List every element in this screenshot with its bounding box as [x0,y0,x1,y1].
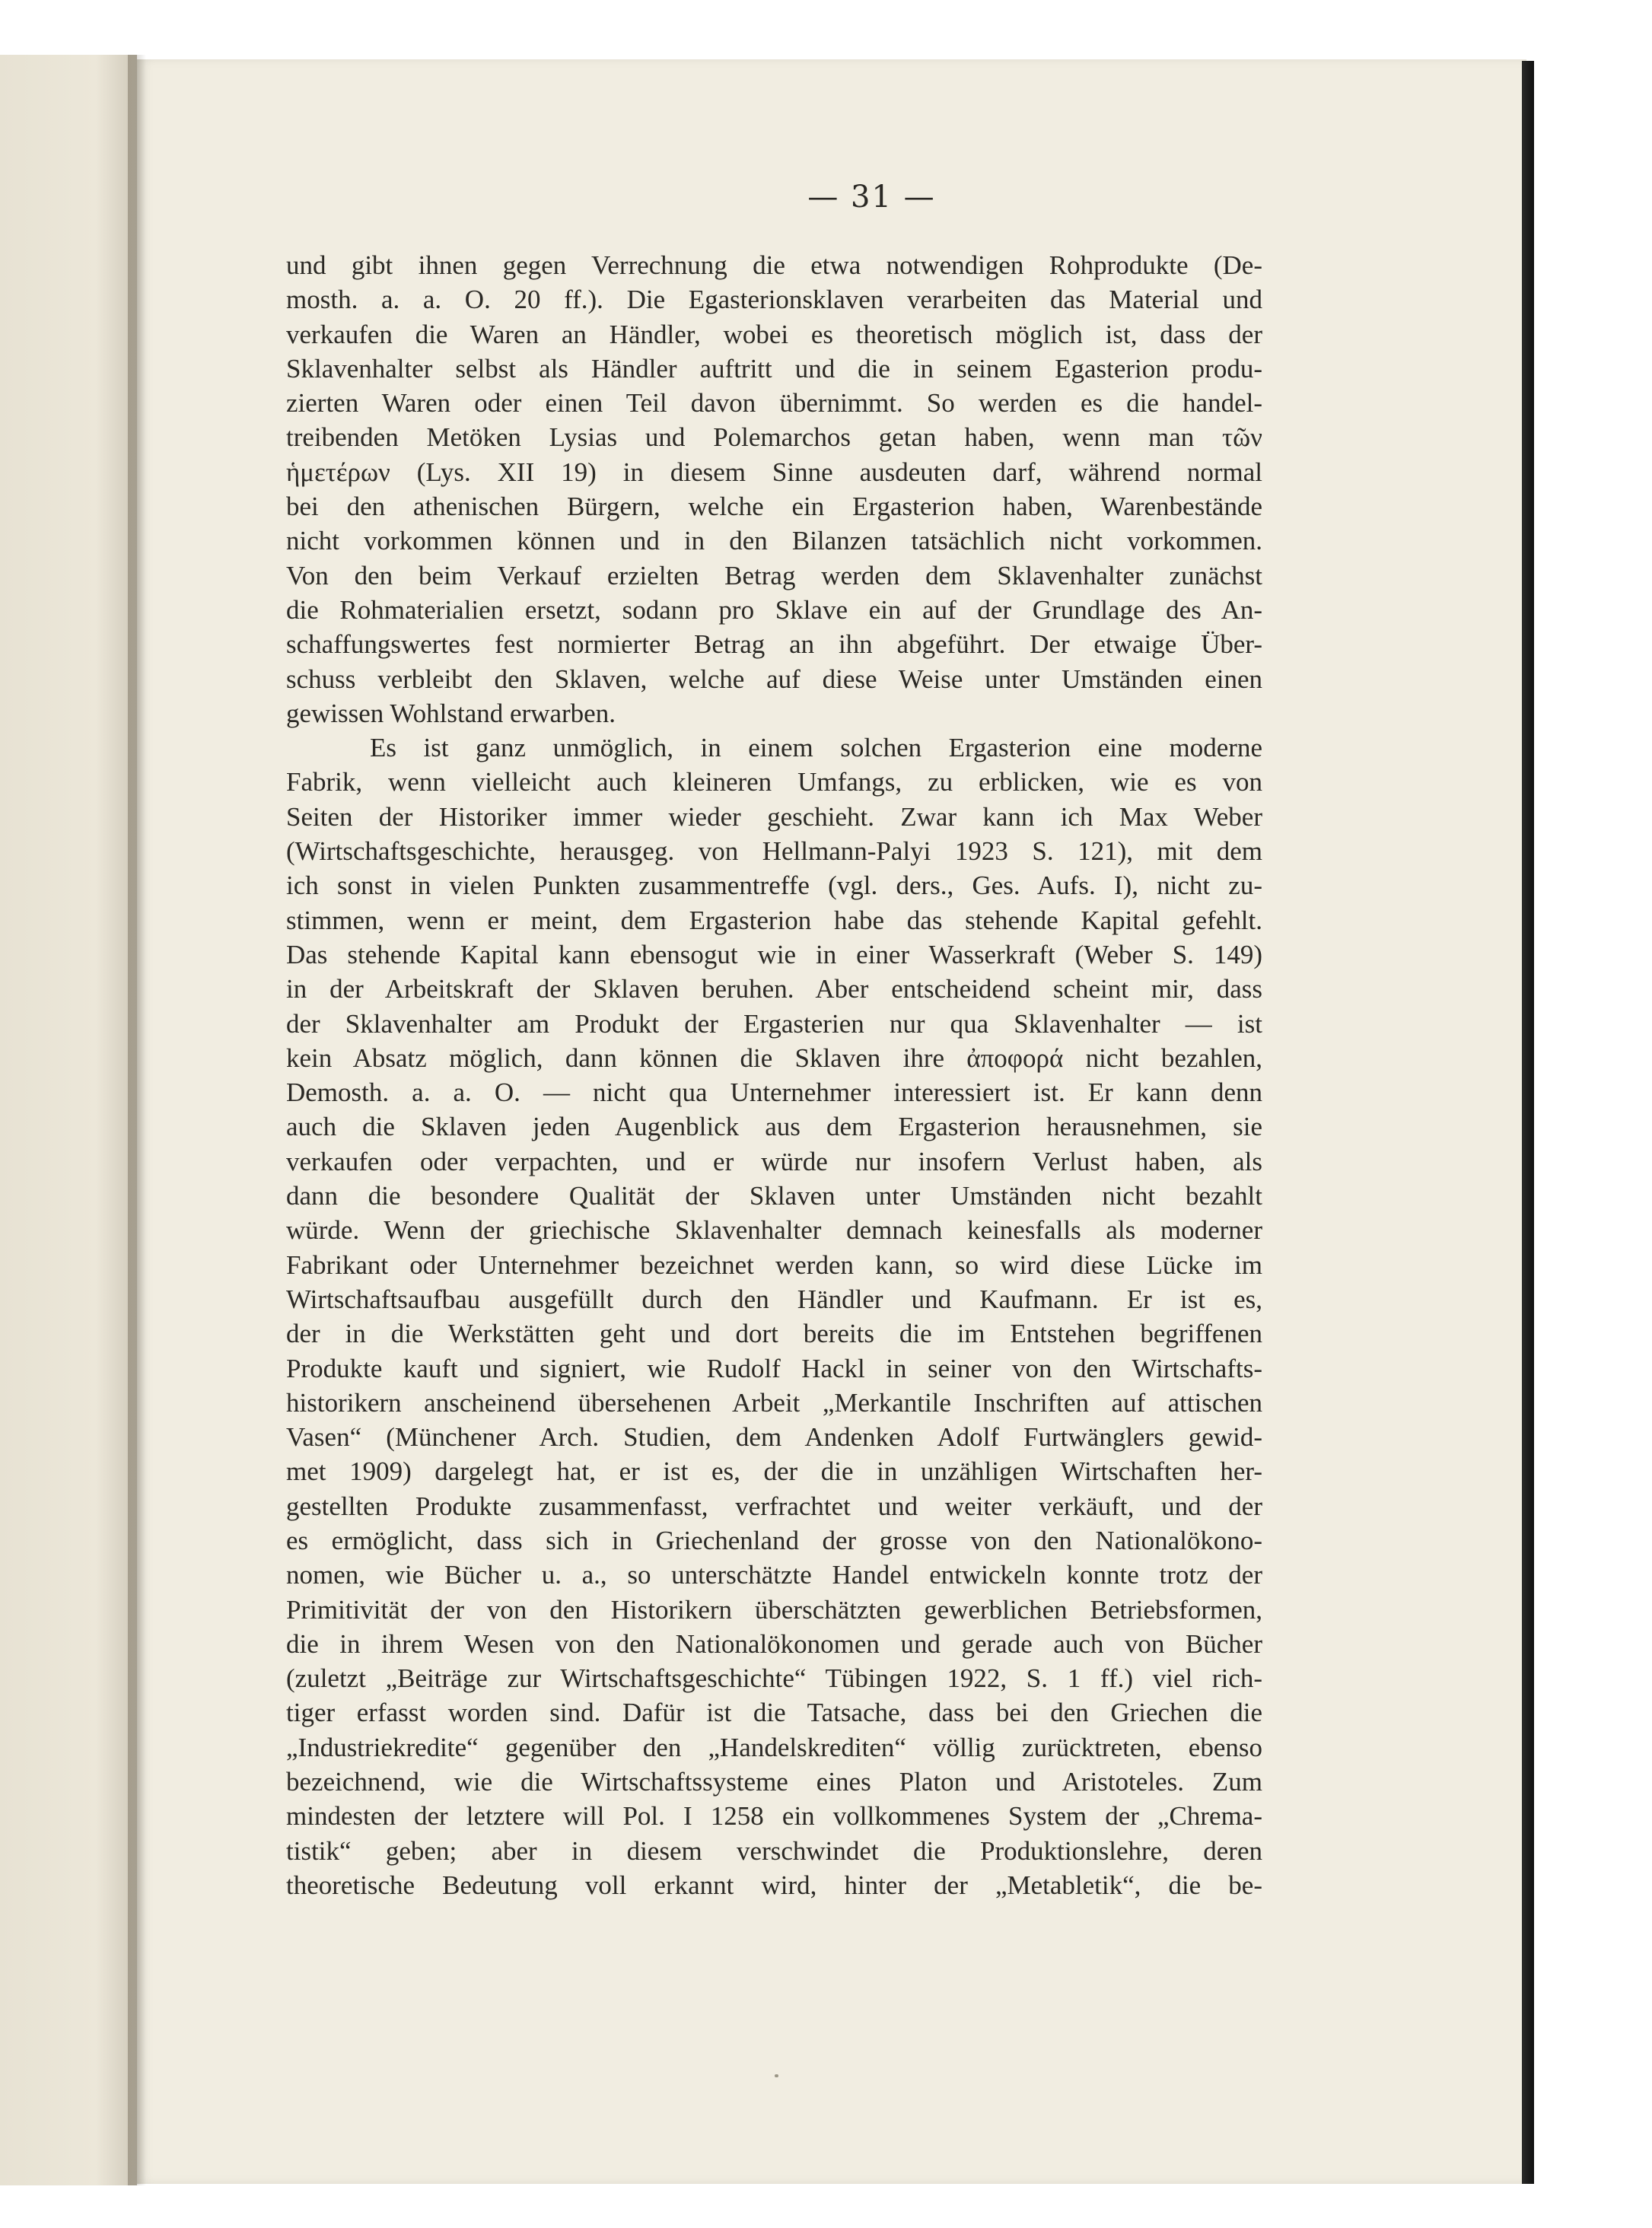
text-line: der Sklavenhalter am Produkt der Ergasterien nur qua Sklavenhalter — ist [286,1008,1262,1039]
paper-speck [775,2074,778,2077]
text-line: Fabrik, wenn vielleicht auch kleineren Umfangs, zu erblicken, wie es von [286,767,1262,797]
page-number [0,180,1652,215]
text-line: auch die Sklaven jeden Augenblick aus dem Ergasterion herausnehmen, sie [286,1112,1262,1142]
text-line: die in ihrem Wesen von den Nationalökonomen und gerade auch von Bücher [286,1628,1262,1659]
text-line: bezeichnend, wie die Wirtschaftssysteme eines Platon und Aristoteles. Zum [286,1767,1262,1797]
text-line: Das stehende Kapital kann ebensogut wie in einer Wasserkraft (Weber S. 149) [286,939,1262,969]
text-line: würde. Wenn der griechische Sklavenhalter demnach keinesfalls als moderner [286,1215,1262,1246]
previous-page-edge [0,55,137,2185]
paragraph-2 [286,730,1262,1902]
text-line: gestellten Produkte zusammenfasst, verfrachtet und weiter verkäuft, und der [286,1491,1262,1521]
text-line: in der Arbeitskraft der Sklaven beruhen. Aber entscheidend scheint mir, dass [286,974,1262,1004]
text-line: tistik“ geben; aber in diesem verschwindet die Produktionslehre, deren [286,1835,1262,1866]
text-line: Von den beim Verkauf erzielten Betrag werden dem Sklavenhalter zunächst [286,560,1262,590]
text-line: kein Absatz möglich, dann können die Sklaven ihre ἀποφορά nicht bezahlen, [286,1042,1262,1073]
text-line: Wirtschaftsaufbau ausgefüllt durch den Händler und Kaufmann. Er ist es, [286,1284,1262,1314]
text-line: mindesten der letztere will Pol. I 1258 ein vollkommenes System der „Chrema- [286,1801,1262,1832]
text-line: Produkte kauft und signiert, wie Rudolf Hackl in seiner von den Wirtschafts- [286,1353,1262,1383]
text-line: Seiten der Historiker immer wieder geschieht. Zwar kann ich Max Weber [286,801,1262,832]
text-line: nicht vorkommen können und in den Bilanzen tatsächlich nicht vorkommen. [286,526,1262,556]
text-line: Demosth. a. a. O. — nicht qua Unternehmer interessiert ist. Er kann denn [286,1077,1262,1108]
text-line: Vasen“ (Münchener Arch. Studien, dem Andenken Adolf Furtwänglers gewid- [286,1422,1262,1453]
text-line: tiger erfasst worden sind. Dafür ist die Tatsache, dass bei den Griechen die [286,1698,1262,1728]
text-line: mosth. a. a. O. 20 ff.). Die Egasterionsklaven verarbeiten das Material und [286,285,1262,315]
text-line: bei den athenischen Bürgern, welche ein Ergasterion haben, Warenbestände [286,492,1262,522]
page-right-edge [1522,61,1534,2184]
text-line: gewissen Wohlstand erwarben. [286,698,616,728]
text-line: stimmen, wenn er meint, dem Ergasterion habe das stehende Kapital gefehlt. [286,905,1262,935]
text-line: historikern anscheinend übersehenen Arbeit „Merkantile Inschriften auf attischen [286,1387,1262,1418]
text-line: ich sonst in vielen Punkten zusammentreffe (vgl. ders., Ges. Aufs. I), nicht zu- [286,871,1262,901]
text-line: und gibt ihnen gegen Verrechnung die etwa notwendigen Rohprodukte (De- [286,250,1262,280]
spine-shadow [128,55,146,2185]
text-line: Fabrikant oder Unternehmer bezeichnet werden kann, so wird diese Lücke im [286,1249,1262,1280]
text-line: „Industriekredite“ gegenüber den „Handelskrediten“ völlig zurücktreten, ebenso [286,1732,1262,1762]
text-line: zierten Waren oder einen Teil davon übernimmt. So werden es die handel- [286,388,1262,419]
text-line: (Wirtschaftsgeschichte, herausgeg. von Hellmann-Palyi 1923 S. 121), mit dem [286,836,1262,867]
paragraph-1 [286,248,1262,730]
text-line: met 1909) dargelegt hat, er ist es, der die in unzähligen Wirtschaften her- [286,1456,1262,1487]
text-line: der in die Werkstätten geht und dort bereits die im Entstehen begriffenen [286,1319,1262,1349]
text-line: Primitivität der von den Historikern überschätzten gewerblichen Betriebsformen, [286,1594,1262,1625]
text-line: Es ist ganz unmöglich, in einem solchen Ergasterion eine moderne [370,733,1262,763]
text-line: verkaufen die Waren an Händler, wobei es theoretisch möglich ist, dass der [286,319,1262,349]
text-line: schuss verbleibt den Sklaven, welche auf diese Weise unter Umständen einen [286,664,1262,694]
page-number-text: — 31 — [807,180,936,215]
text-line: dann die besondere Qualität der Sklaven unter Umständen nicht bezahlt [286,1181,1262,1211]
text-line: verkaufen oder verpachten, und er würde nur insofern Verlust haben, als [286,1146,1262,1176]
text-line: Sklavenhalter selbst als Händler auftritt und die in seinem Egasterion produ- [286,353,1262,384]
text-line: theoretische Bedeutung voll erkannt wird, hinter der „Metabletik“, die be- [286,1870,1262,1900]
body-text [286,248,1262,1902]
text-line: nomen, wie Bücher u. a., so unterschätzte Handel entwickeln konnte trotz der [286,1560,1262,1590]
text-line: treibenden Metöken Lysias und Polemarchos getan haben, wenn man τῶν [286,422,1262,453]
text-line: ἡμετέρων (Lys. XII 19) in diesem Sinne ausdeuten darf, während normal [286,457,1262,487]
text-line: es ermöglicht, dass sich in Griechenland der grosse von den Nationalökono- [286,1525,1262,1555]
text-line: die Rohmaterialien ersetzt, sodann pro Sklave ein auf der Grundlage des An- [286,594,1262,625]
text-line: schaffungswertes fest normierter Betrag an ihn abgeführt. Der etwaige Über- [286,629,1262,660]
text-line: (zuletzt „Beiträge zur Wirtschaftsgeschichte“ Tübingen 1922, S. 1 ff.) viel rich- [286,1663,1262,1694]
